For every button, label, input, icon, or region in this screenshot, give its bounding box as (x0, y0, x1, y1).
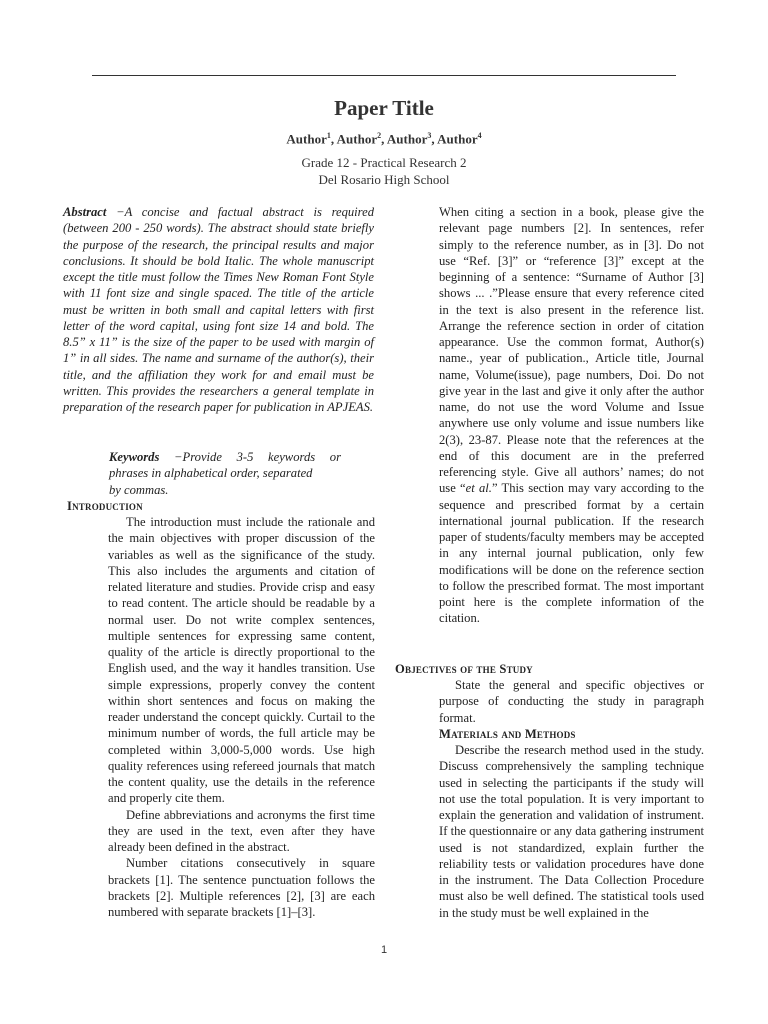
materials-methods-body (439, 742, 704, 921)
author-name: Author (386, 131, 428, 147)
author-superscript: 2 (377, 131, 382, 140)
materials-methods-paragraph: Describe the research method used in the study. Discuss comprehensively the sampling technique used in selecting the participants if the study will not use the total population. It is very important to explain the generation and validation of instrument. If the questionnaire or any data gathering instrument used is not standardized, explain further the reliability tests or validation procedures have done in the instrument. The Data Collection Procedure must also be well defined. The statistical tools used in the study must be well explained in the (439, 743, 704, 920)
citation-section (439, 204, 704, 627)
citation-italic: et al. (465, 481, 492, 496)
author-name: Author (437, 131, 478, 147)
author-list: Author$^1$, Author$^2$, Author$^3$, Author$^4$ (286, 131, 482, 147)
paper-title: Paper Title (334, 96, 434, 120)
introduction-heading: Introduction (67, 499, 143, 513)
author-superscript: 3 (427, 131, 432, 140)
author-name: Author (286, 131, 327, 147)
abstract (63, 204, 374, 415)
keywords (109, 449, 341, 498)
citation-text: When citing a section in a book, please give the relevant page numbers [2]. In sentences, refer simply to the reference number, as in [3]. Do not use “Ref. [3]” or “reference [3]” except at the beginning of a sentence: “Surname of Author [3] shows ... .”Please ensure that every reference cited in the text is also present in the reference list. Arrange the reference section in order of citation appearance. Use the common format, Author(s) name., year of publication., Article title, Journal name, Volume(issue), page numbers, Doi. Do not give year in the last and give it only after the author name, do not use the word Volume and Issue anywhere use only volume and issue numbers like 2(3), 23-87. Please note that the references at the end of this document are in the preferred referencing style. Give all authors’ names; do not use “ (439, 205, 704, 496)
abstract-text: −A concise and factual abstract is required (between 200 - 250 words). The abstract should state briefly the purpose of the research, the principal results and major conclusions. It should be bold Italic. The whole manuscript except the title must follow the Times New Roman Font Style with 11 font size and single spaced. The title of the article must be written in both small and capital letters with first letter of the word capital, using font size 14 and bold. The 8.5” x 11” is the size of the paper to be used with margin of 1” in all sides. The name and surname of the author(s), their title, and the affiliation they work for and email must be written. This provides the researchers a general template in preparation of the research paper for publication in APJEAS. (63, 205, 374, 414)
author-name: Author (336, 131, 378, 147)
affiliation-school: Del Rosario High School (318, 172, 450, 187)
abstract-label: Abstract (63, 205, 107, 219)
objectives-paragraph: State the general and specific objectives or purpose of conducting the study in paragraph format. (439, 678, 704, 725)
author-superscript: 4 (477, 131, 482, 140)
keywords-text: −Provide 3-5 keywords or (159, 450, 341, 464)
objectives-heading: Objectives of the Study (395, 662, 533, 676)
affiliation-grade: Grade 12 - Practical Research 2 (301, 155, 467, 170)
introduction-paragraph: Define abbreviations and acronyms the first time they are used in the text, even after they have already been defined in the abstract. (108, 807, 375, 854)
keywords-line: by commas. (109, 482, 169, 497)
keywords-line: phrases in alphabetical order, separated (109, 466, 313, 481)
header-rule (92, 75, 676, 76)
keywords-label: Keywords (109, 450, 160, 464)
author-superscript: 1 (326, 131, 331, 140)
keywords-line (109, 449, 341, 465)
introduction-body (108, 514, 375, 920)
citation-paragraph (439, 204, 704, 627)
citation-text-tail: ” This section may vary according to the sequence and prescribed format by a certain international journal publication. If the research paper of students/faculty members may be accepted in any internal journal publication, only few modifications will be done on the reference section to follow the prescribed format. The most important point here is the complete information of the citation. (439, 481, 705, 626)
introduction-paragraph: Number citations consecutively in square brackets [1]. The sentence punctuation follows the brackets [2]. Multiple references [2], [3] are each numbered with separate brackets [1]–[3]. (108, 856, 375, 919)
objectives-body (439, 677, 704, 726)
introduction-paragraph: The introduction must include the rationale and the main objectives with proper discussion of the variables as well as the significance of the study. This also includes the arguments and citation of related literature and studies. Provide crisp and easy to read content. The article should be readable by a normal user. Do not write complex sentences, multiple sentences for expressing same content, quality of the article is directly proportional to the English used, and the way it handles transition. Use simple expressions, properly convey the content within short sentences and focus on making the reader understand the concept quickly. Curtail to the minimum number of words, the full article may be completed within 3,000-5,000 words. Use high quality references using refereed journals that match the content quality, use the details in the reference and properly cite them. (108, 515, 375, 806)
page-number: 1 (380, 944, 388, 956)
materials-methods-heading: Materials and Methods (439, 727, 576, 741)
